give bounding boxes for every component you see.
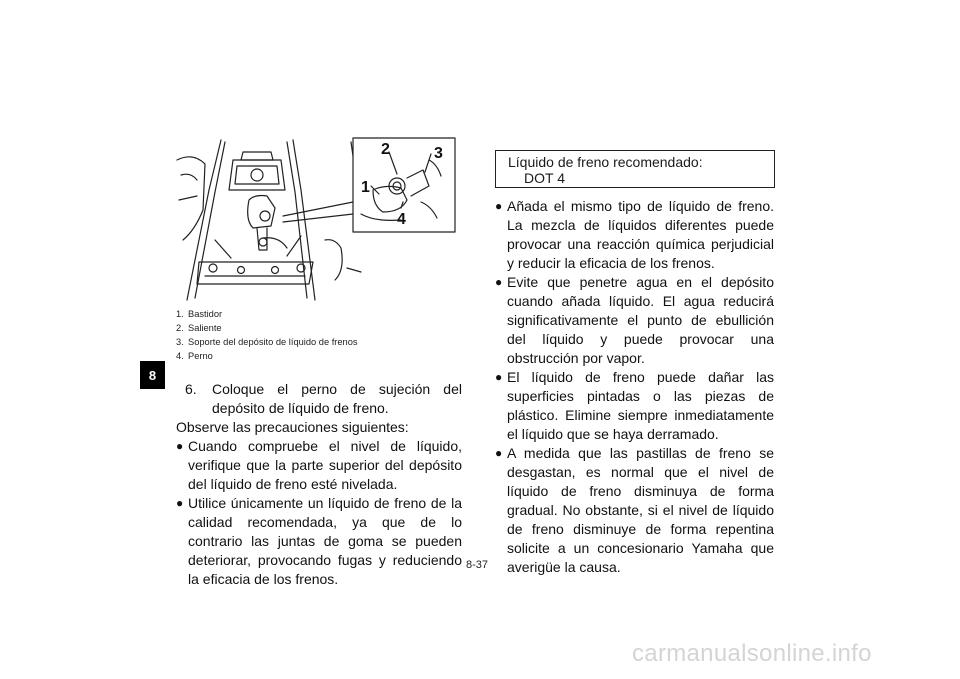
bullet-text: El líquido de freno puede dañar las superficies pintadas o las piezas de plástico. Elimine siempre inmediatamente el líquido que se haya derramado. — [507, 369, 774, 442]
right-column — [495, 197, 774, 577]
callout-1: 1 — [361, 179, 370, 196]
caption-number: 4. — [176, 351, 184, 361]
figure-captions — [176, 307, 476, 363]
list-item — [495, 444, 774, 577]
page-number: 8-37 — [466, 559, 489, 571]
bullet-icon: ● — [176, 439, 184, 453]
bullet-text: Evite que penetre agua en el depósito cuando añada líquido. El agua reducirá significativamente el punto de ebullición del líquido y puede provocar una obstrucción por vapor. — [507, 274, 774, 366]
bullet-icon: ● — [495, 370, 503, 384]
caption-item — [176, 307, 476, 321]
list-item — [176, 494, 462, 589]
step-text: Coloque el perno de sujeción del depósito de líquido de freno. — [212, 381, 462, 416]
caption-number: 2. — [176, 323, 184, 333]
left-column — [176, 380, 462, 589]
caption-number: 3. — [176, 337, 184, 347]
caption-text: Perno — [188, 351, 213, 361]
callout-3: 3 — [434, 145, 443, 162]
spec-value: DOT 4 — [524, 170, 565, 186]
bullet-icon: ● — [495, 446, 503, 460]
step-number: 6. — [185, 381, 197, 397]
bullet-icon: ● — [495, 199, 503, 213]
caption-text: Bastidor — [188, 309, 223, 319]
bullet-icon: ● — [495, 275, 503, 289]
caption-item — [176, 335, 476, 349]
precautions-intro: Observe las precauciones siguientes: — [176, 419, 409, 435]
list-item — [495, 368, 774, 444]
caption-text: Soporte del depósito de líquido de frenos — [188, 337, 358, 347]
list-item — [495, 273, 774, 368]
bullet-text: Utilice únicamente un líquido de freno de la calidad recomendada, ya que de lo contrario las juntas de goma se pueden deteriorar, provocando fugas y reduciendo la eficacia de los frenos. — [188, 495, 462, 587]
step-6 — [176, 380, 462, 418]
caption-item — [176, 349, 476, 363]
bullet-text: Añada el mismo tipo de líquido de freno. La mezcla de líquidos diferentes puede provocar una reacción química perjudicial y reducir la eficacia de los frenos. — [507, 198, 774, 271]
brake-reservoir-illustration — [175, 130, 458, 307]
watermark: carmanualsonline.info — [632, 640, 872, 667]
bullet-text: A medida que las pastillas de freno se desgastan, es normal que el nivel de líquido de freno disminuya de forma gradual. No obstante, si el nivel de líquido de freno disminuye de forma repentina solicite a un concesionario Yamaha que averigüe la causa. — [507, 445, 774, 575]
callout-2: 2 — [381, 141, 390, 158]
spec-label: Líquido de freno recomendado: — [508, 154, 703, 170]
callout-4: 4 — [397, 211, 406, 228]
chapter-tab: 8 — [140, 361, 165, 389]
list-item — [176, 437, 462, 494]
caption-item — [176, 321, 476, 335]
bullet-icon: ● — [176, 496, 184, 510]
recommended-fluid-box — [495, 150, 775, 188]
list-item — [495, 197, 774, 273]
caption-number: 1. — [176, 309, 184, 319]
caption-text: Saliente — [188, 323, 222, 333]
bullet-text: Cuando compruebe el nivel de líquido, verifique que la parte superior del depósito del líquido de freno esté nivelada. — [188, 438, 462, 492]
